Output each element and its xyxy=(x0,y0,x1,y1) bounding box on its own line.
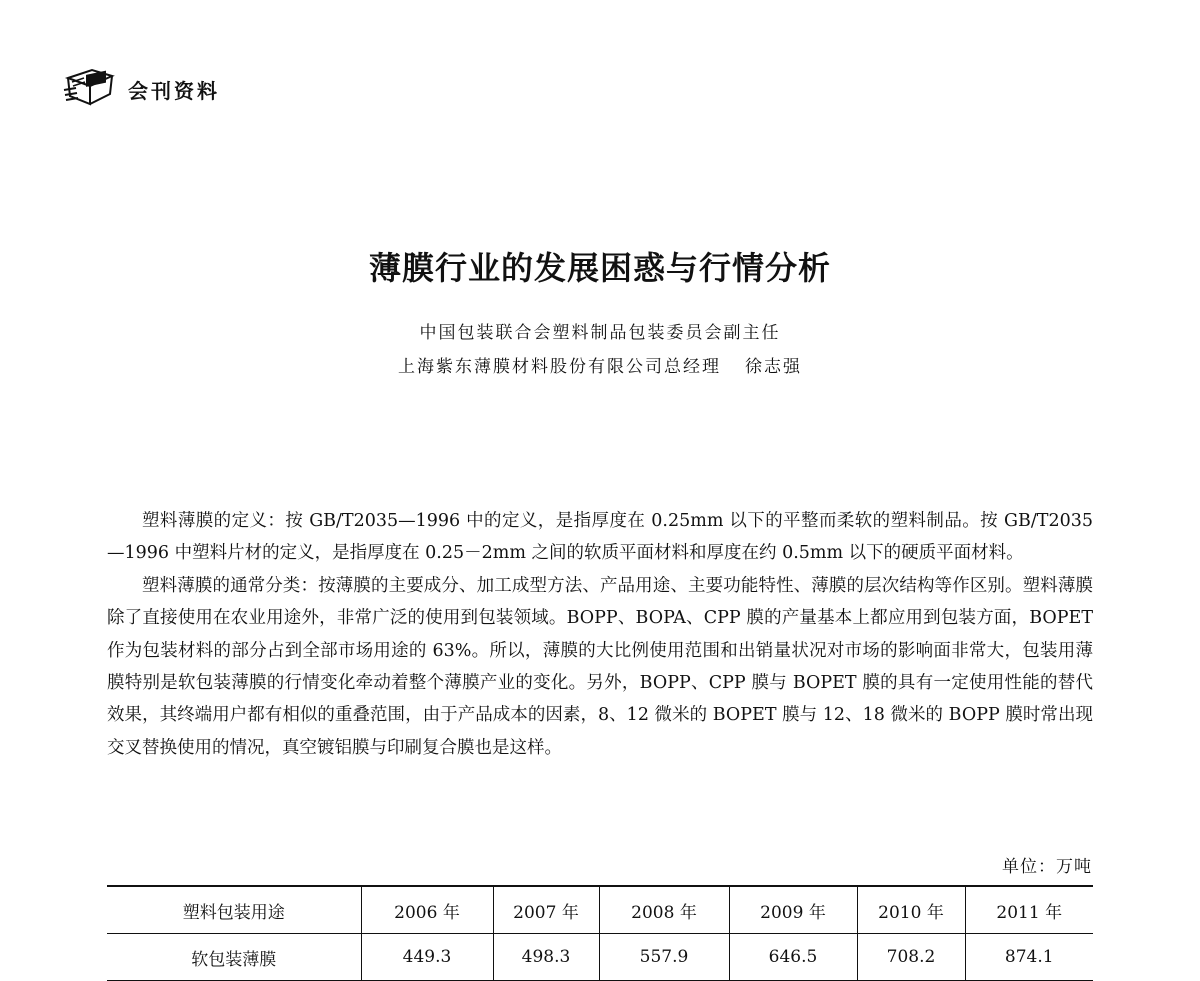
paragraph: 塑料薄膜的通常分类：按薄膜的主要成分、加工成型方法、产品用途、主要功能特性、薄膜的层次结构等作区别。塑料薄膜除了直接使用在农业用途外，非常广泛的使用到包装领域。BOPP、BOPA、CPP 膜的产量基本上都应用到包装方面，BOPET 作为包装材料的部分占到全部市场用途的 63%。所以，薄膜的大比例使用范围和出销量状况对市场的影响面非常大，包装用薄膜特别是软包装薄膜的行情变化牵动着整个薄膜产业的变化。另外，BOPP、CPP 膜与 BOPET 膜的具有一定使用性能的替代效果，其终端用户都有相似的重叠范围，由于产品成本的因素，8、12 微米的 BOPET 膜与 12、18 微米的 BOPP 膜时常出现交叉替换使用的情况，真空镀铝膜与印刷复合膜也是这样。 xyxy=(107,575,1093,758)
magazine-icon xyxy=(62,66,118,112)
table-header-cell: 2011 年 xyxy=(965,886,1093,934)
table-cell: 449.3 xyxy=(361,934,493,981)
table-header-cell: 2008 年 xyxy=(599,886,729,934)
table-row xyxy=(107,934,1093,981)
table-header-cell: 2010 年 xyxy=(857,886,965,934)
packaging-film-table xyxy=(107,885,1093,981)
table-header-row xyxy=(107,886,1093,934)
table-header-cell: 2009 年 xyxy=(729,886,857,934)
journal-header xyxy=(62,66,220,112)
author-affiliation-2 xyxy=(0,352,1200,377)
table-cell: 646.5 xyxy=(729,934,857,981)
table-cell: 软包装薄膜 xyxy=(107,934,361,981)
table-cell: 874.1 xyxy=(965,934,1093,981)
table-header-cell: 塑料包装用途 xyxy=(107,886,361,934)
table-unit: 单位：万吨 xyxy=(1002,857,1092,877)
author-organization: 上海紫东薄膜材料股份有限公司总经理 xyxy=(398,357,721,377)
table-cell: 498.3 xyxy=(493,934,599,981)
table-cell: 557.9 xyxy=(599,934,729,981)
author-name: 徐志强 xyxy=(745,357,802,377)
paragraph: 塑料薄膜的定义：按 GB/T2035—1996 中的定义，是指厚度在 0.25mm 以下的平整而柔软的塑料制品。按 GB/T2035—1996 中塑料片材的定义，是指厚度在 0.25－2mm 之间的软质平面材料和厚度在约 0.5mm 以下的硬质平面材料。 xyxy=(107,511,1093,564)
article-title: 薄膜行业的发展困惑与行情分析 xyxy=(368,249,831,287)
table-header-cell: 2007 年 xyxy=(493,886,599,934)
column-label: 会刊资料 xyxy=(128,78,220,103)
author-affiliation-1: 中国包装联合会塑料制品包装委员会副主任 xyxy=(419,323,781,343)
table-header-cell: 2006 年 xyxy=(361,886,493,934)
article-body xyxy=(107,505,1093,764)
table-cell: 708.2 xyxy=(857,934,965,981)
